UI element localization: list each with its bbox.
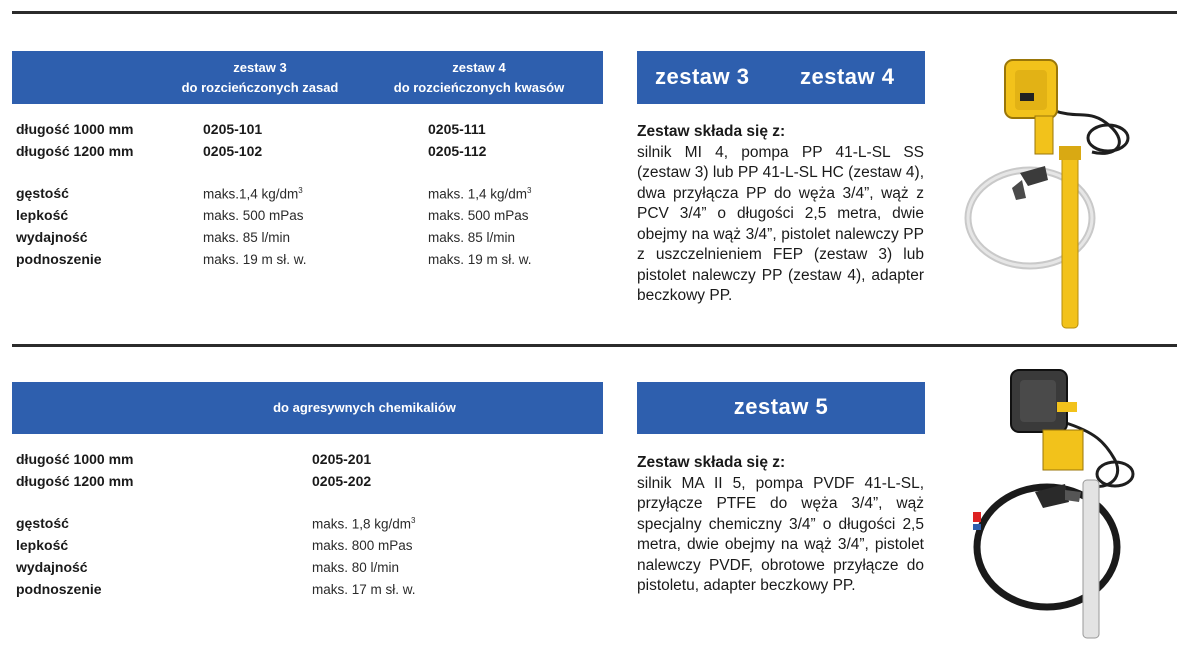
row-label-head: podnoszenie (16, 581, 102, 597)
header-col-zestaw3-title: zestaw 3 (233, 60, 287, 75)
row-label-flow: wydajność (16, 559, 88, 575)
pump-illustration-1 (960, 48, 1165, 333)
code-zestaw3-1200: 0205-102 (203, 143, 263, 159)
row-label-density: gęstość (16, 515, 69, 531)
code-zestaw4-1200: 0205-112 (428, 143, 487, 159)
row-label-length-1000: długość 1000 mm (16, 121, 134, 137)
section-divider (12, 344, 1177, 347)
spec-zestaw4-density-exp: 3 (527, 186, 532, 195)
top-divider (12, 11, 1177, 14)
row-label-viscosity: lepkość (16, 537, 69, 553)
set-banner-zestaw-5 (637, 382, 925, 434)
row-label-density: gęstość (16, 185, 69, 201)
spec-zestaw3-density (203, 186, 303, 202)
code-zestaw5-1000: 0205-201 (312, 451, 372, 467)
code-zestaw3-1000: 0205-101 (203, 121, 263, 137)
code-zestaw5-1200: 0205-202 (312, 473, 372, 489)
description-body: silnik MA II 5, pompa PVDF 41-L-SL, przyłącze PTFE do węża 3/4”, wąż specjalny chemiczny 3/4” o długości 2,5 metra, dwie obejmy na wąż 3/4”, pistolet nalewczy PVDF, obrotowe przyłącze do pistoletu, adapter beczkowy PP. (637, 474, 924, 594)
row-label-flow: wydajność (16, 229, 88, 245)
spec-zestaw5-density (312, 516, 416, 532)
set-description-2 (637, 453, 924, 597)
row-label-length-1000: długość 1000 mm (16, 451, 134, 467)
spec-zestaw4-viscosity: maks. 500 mPas (428, 208, 529, 223)
product-image-pump-chemical (965, 362, 1165, 642)
banner-zestaw3-label: zestaw 3 (655, 64, 750, 89)
description-body: silnik MI 4, pompa PP 41-L-SL SS (zestaw 3) lub PP 41-L-SL HC (zestaw 4), dwa przyłącza PP do węża 3/4”, wąż z PCV 3/4” o długości 2,5 metra, dwie obejmy na wąż 3/4”, pistolet nalewczy PP z uszczelnieniem FEP (zestaw 3) lub pistolet nalewczy PP (zestaw 4), adapter beczkowy PP. (637, 143, 924, 304)
spec-zestaw3-viscosity: maks. 500 mPas (203, 208, 304, 223)
header-col-zestaw3 (155, 58, 365, 98)
header-col-aggressive-chemicals: do agresywnych chemikaliów (273, 400, 456, 415)
spec-zestaw5-viscosity: maks. 800 mPas (312, 538, 413, 553)
spec-zestaw5-flow: maks. 80 l/min (312, 560, 400, 575)
row-label-viscosity: lepkość (16, 207, 69, 223)
set-description-1 (637, 122, 924, 307)
banner-zestaw4-label: zestaw 4 (800, 64, 895, 89)
description-title: Zestaw składa się z: (637, 454, 786, 471)
spec-zestaw4-head: maks. 19 m sł. w. (428, 252, 532, 267)
description-title: Zestaw składa się z: (637, 123, 786, 140)
product-image-pump-yellow (960, 48, 1165, 333)
code-zestaw4-1000: 0205-111 (428, 121, 486, 137)
spec-zestaw3-head: maks. 19 m sł. w. (203, 252, 307, 267)
header-col-zestaw4-title: zestaw 4 (452, 60, 506, 75)
row-label-head: podnoszenie (16, 251, 102, 267)
spec-zestaw3-density-exp: 3 (298, 186, 303, 195)
banner-zestaw5-label: zestaw 5 (733, 394, 829, 419)
set-banner-zestaw-3-4 (637, 51, 925, 104)
spec-zestaw3-flow: maks. 85 l/min (203, 230, 291, 245)
spec-table-header-2 (12, 382, 603, 434)
spec-zestaw5-head: maks. 17 m sł. w. (312, 582, 416, 597)
spec-zestaw4-flow: maks. 85 l/min (428, 230, 516, 245)
header-col-zestaw4-subtitle: do rozcieńczonych kwasów (393, 80, 565, 95)
row-label-length-1200: długość 1200 mm (16, 143, 134, 159)
spec-zestaw4-density (428, 186, 532, 202)
spec-zestaw3-density-value: maks.1,4 kg/dm (203, 186, 299, 202)
spec-zestaw5-density-exp: 3 (411, 516, 416, 525)
header-col-zestaw4 (374, 58, 584, 98)
row-label-length-1200: długość 1200 mm (16, 473, 134, 489)
spec-zestaw5-density-value: maks. 1,8 kg/dm (312, 516, 412, 532)
pump-illustration-2 (965, 362, 1165, 642)
spec-table-header-1 (12, 51, 603, 104)
spec-zestaw4-density-value: maks. 1,4 kg/dm (428, 186, 528, 202)
header-col-zestaw3-subtitle: do rozcieńczonych zasad (181, 80, 339, 95)
